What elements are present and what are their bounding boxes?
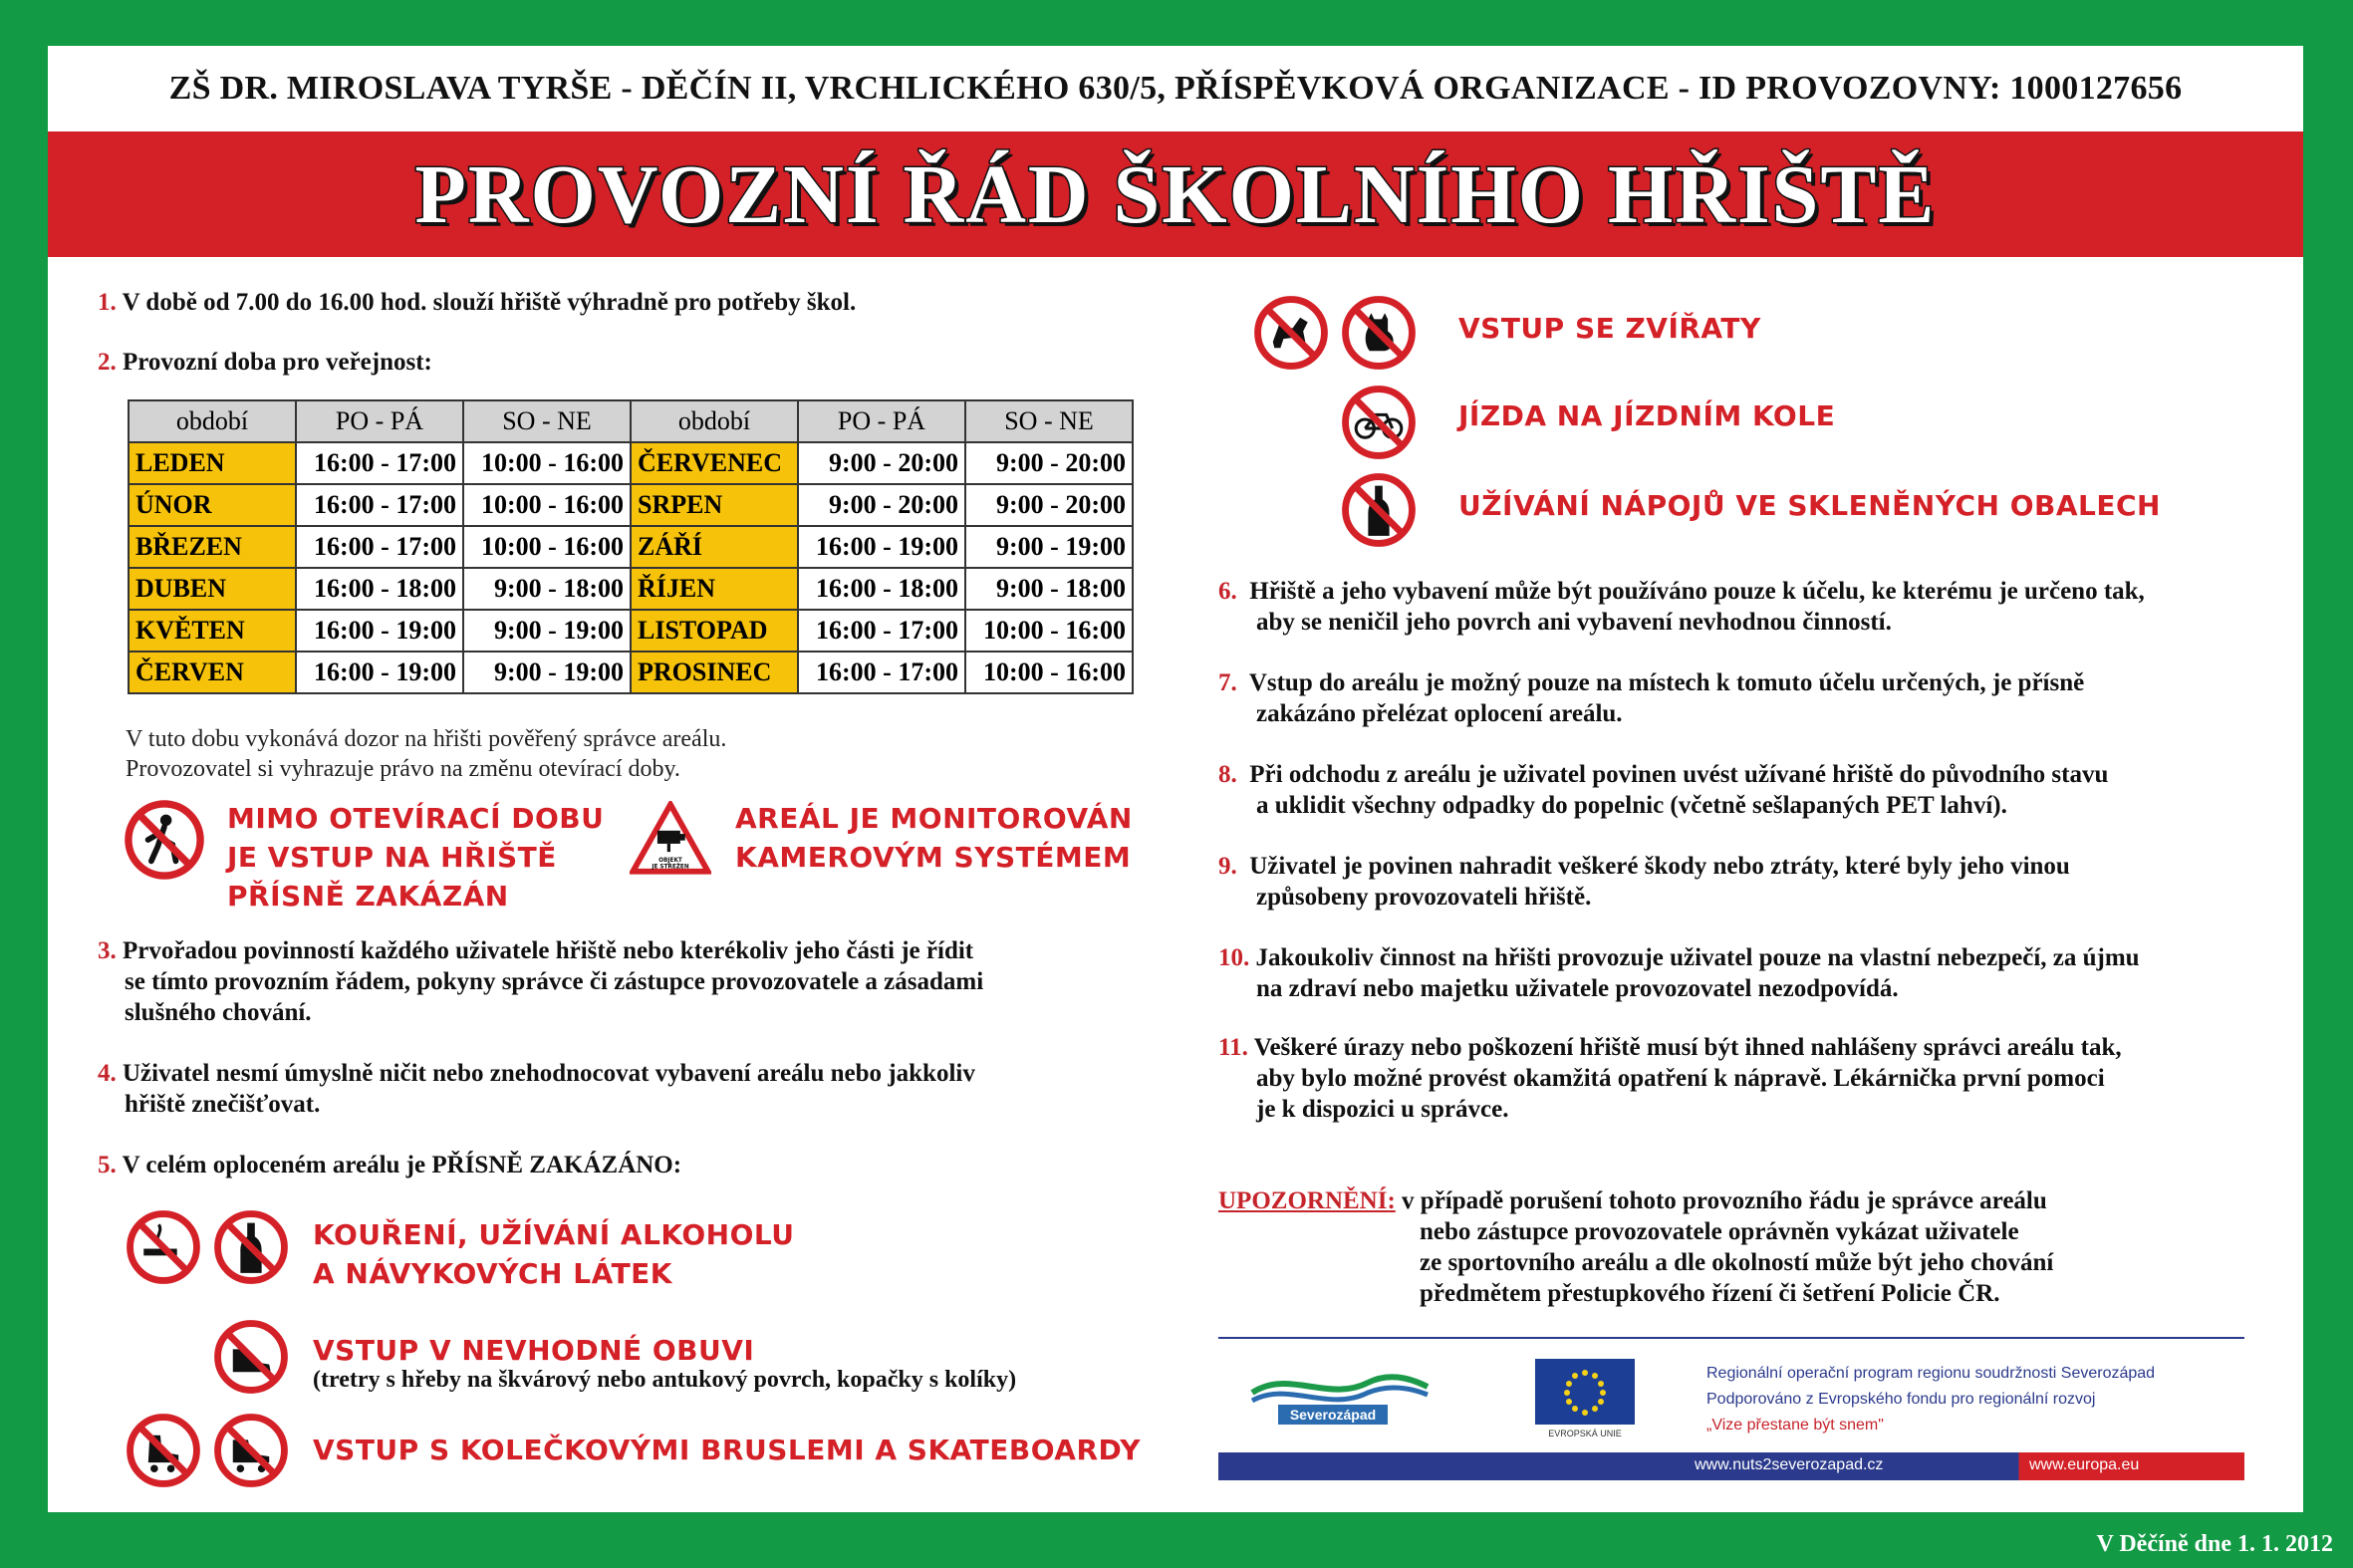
funding-line-2: Podporováno z Evropského fondu pro regionální rozvoj [1706,1391,2096,1408]
col-header: SO - NE [965,400,1133,442]
date-footer: V Děčíně dne 1. 1. 2012 [2096,1531,2333,1557]
closed-warning: MIMO OTEVÍRACÍ DOBU JE VSTUP NA HŘIŠTĚ PŘÍSNĚ ZAKÁZÁN [227,802,605,913]
time-cell: 16:00 - 18:00 [798,568,965,610]
rule-4: 4. Uživatel nesmí úmyslně ničit nebo znehodnocovat vybavení areálu nebo jakkoliv hřiště znečišťovat. [98,1060,975,1118]
table-row [129,484,1133,526]
table-row [129,568,1133,610]
table-row [129,652,1133,693]
camera-warning: AREÁL JE MONITOROVÁN KAMEROVÝM SYSTÉMEM [735,802,1133,874]
no-rollerskates-icon [126,1413,201,1488]
month-cell: ÚNOR [129,484,296,526]
rule-8: 8. Při odchodu z areálu je uživatel povinen uvést užívané hřiště do původního stavu a uklidit všechny odpadky do popelnic (včetně sešlapaných PET lahví). [1218,761,2109,819]
time-cell: 9:00 - 20:00 [965,442,1133,484]
notice: UPOZORNĚNÍ: v případě porušení tohoto provozního řádu je správce areálu nebo zástupce provozovatele oprávněn vykázat uživatele ze sportovního areálu a dle okolností může být jeho chování předmětem přestupkového řízení či šetření Policie ČR. [1218,1187,2054,1307]
website-link[interactable]: www.europa.eu [2029,1456,2140,1473]
month-cell: KVĚTEN [129,610,296,652]
smoking-warning: KOUŘENÍ, UŽÍVÁNÍ ALKOHOLU A NÁVYKOVÝCH LÁTEK [313,1218,795,1290]
schedule-note: V tuto dobu vykonává dozor na hřišti pověřený správce areálu. Provozovatel si vyhrazuje právo na změnu otevírací doby. [126,726,727,782]
rule-1: 1. V době od 7.00 do 16.00 hod. slouží hřiště výhradně pro potřeby škol. [98,289,857,316]
month-cell: ŘÍJEN [631,568,798,610]
website-link[interactable]: www.nuts2severozapad.cz [1695,1456,1884,1473]
month-cell: SRPEN [631,484,798,526]
time-cell: 9:00 - 18:00 [463,568,631,610]
eu-flag-logo [1531,1359,1641,1438]
rule-5: 5. V celém oploceném areálu je PŘÍSNĚ ZAKÁZÁNO: [98,1152,682,1178]
svg-text:Severozápad: Severozápad [1289,1407,1377,1423]
no-smoking-icon [126,1209,201,1285]
page-title: PROVOZNÍ ŘÁD ŠKOLNÍHO HŘIŠTĚ [414,147,1937,241]
funding-bar [1218,1452,2244,1480]
month-cell: ČERVENEC [631,442,798,484]
no-cat-icon [1341,295,1417,371]
time-cell: 10:00 - 16:00 [965,610,1133,652]
shoes-warning: VSTUP V NEVHODNÉ OBUVI [313,1334,755,1367]
glass-warning: UŽÍVÁNÍ NÁPOJŮ VE SKLENĚNÝCH OBALECH [1458,489,2161,522]
bike-warning: JÍZDA NA JÍZDNÍM KOLE [1458,399,1836,432]
schedule-header-row [129,400,1133,442]
col-header: PO - PÁ [296,400,463,442]
rule-2: 2. Provozní doba pro veřejnost: [98,349,432,376]
time-cell: 16:00 - 17:00 [296,484,463,526]
shoes-note: (tretry s hřeby na škvárový nebo antukový povrch, kopačky s kolíky) [313,1367,1017,1393]
notice-label: UPOZORNĚNÍ: [1218,1187,1396,1214]
no-glass-bottle-icon [1341,472,1417,548]
time-cell: 10:00 - 16:00 [463,442,631,484]
month-cell: DUBEN [129,568,296,610]
animals-warning: VSTUP SE ZVÍŘATY [1458,312,1761,345]
no-spiked-shoes-icon [213,1319,289,1395]
time-cell: 9:00 - 19:00 [463,610,631,652]
time-cell: 16:00 - 17:00 [798,610,965,652]
table-row [129,442,1133,484]
time-cell: 9:00 - 20:00 [798,484,965,526]
time-cell: 9:00 - 19:00 [965,526,1133,568]
no-bicycle-icon [1341,385,1417,460]
camera-sign-text: JE STŘEŽEN [652,864,689,871]
title-bar [48,131,2303,257]
time-cell: 9:00 - 19:00 [463,652,631,693]
no-pedestrian-icon [124,799,205,881]
rule-10: 10. Jakoukoliv činnost na hřišti provozuje uživatel pouze na vlastní nebezpečí, za újmu na zdraví nebo majetku uživatele provozovatel nezodpovídá. [1218,944,2140,1002]
schedule-table [128,399,1134,694]
month-cell: ZÁŘÍ [631,526,798,568]
rule-9: 9. Uživatel je povinen nahradit veškeré škody nebo ztráty, které byly jeho vinou způsobeny provozovateli hřiště. [1218,853,2070,911]
rule-7: 7. Vstup do areálu je možný pouze na místech k tomuto účelu určených, je přísně zakázáno přelézat oplocení areálu. [1218,669,2085,727]
no-skateboard-icon [213,1413,289,1488]
rule-6: 6. Hřiště a jeho vybavení může být používáno pouze k účelu, ke kterému je určeno tak, aby se neničil jeho povrch ani vybavení nevhodnou činností. [1218,578,2145,636]
time-cell: 10:00 - 16:00 [965,652,1133,693]
camera-sign-text: OBJEKT [658,857,682,864]
time-cell: 16:00 - 17:00 [296,442,463,484]
month-cell: LEDEN [129,442,296,484]
sign-sheet [48,46,2303,1512]
funding-line-1: Regionální operační program regionu soudržnosti Severozápad [1706,1365,2156,1382]
month-cell: LISTOPAD [631,610,798,652]
time-cell: 9:00 - 20:00 [798,442,965,484]
svg-text:EVROPSKÁ UNIE: EVROPSKÁ UNIE [1548,1429,1622,1438]
school-header: ZŠ DR. MIROSLAVA TYRŠE - DĚČÍN II, VRCHLICKÉHO 630/5, PŘÍSPĚVKOVÁ ORGANIZACE - ID PROVOZOVNY: 1000127656 [168,70,2183,107]
col-header: období [129,400,296,442]
time-cell: 16:00 - 19:00 [296,610,463,652]
time-cell: 10:00 - 16:00 [463,526,631,568]
funding-line-3: „Vize přestane být snem" [1706,1417,1884,1434]
time-cell: 16:00 - 19:00 [296,652,463,693]
funding-panel [1218,1337,2244,1482]
col-header: období [631,400,798,442]
camera-warning-icon [630,801,711,877]
time-cell: 16:00 - 18:00 [296,568,463,610]
table-row [129,526,1133,568]
col-header: SO - NE [463,400,631,442]
time-cell: 9:00 - 18:00 [965,568,1133,610]
time-cell: 16:00 - 19:00 [798,526,965,568]
divider [1218,1337,2244,1339]
table-row [129,610,1133,652]
time-cell: 16:00 - 17:00 [296,526,463,568]
time-cell: 9:00 - 20:00 [965,484,1133,526]
skates-warning: VSTUP S KOLEČKOVÝMI BRUSLEMI A SKATEBOARDY [313,1434,1141,1466]
time-cell: 10:00 - 16:00 [463,484,631,526]
time-cell: 16:00 - 17:00 [798,652,965,693]
month-cell: BŘEZEN [129,526,296,568]
month-cell: ČERVEN [129,652,296,693]
month-cell: PROSINEC [631,652,798,693]
no-alcohol-icon [213,1209,289,1285]
rule-3: 3. Prvořadou povinností každého uživatele hřiště nebo kterékoliv jeho části je řídit se tímto provozním řádem, pokyny správce či zástupce provozovatele a zásadami slušného chování. [98,937,984,1026]
no-dog-icon [1253,295,1329,371]
rule-11: 11. Veškeré úrazy nebo poškození hřiště musí být ihned nahlášeny správci areálu tak, aby bylo možné provést okamžitá opatření k nápravě. Lékárnička první pomoci je k dispozici u správce. [1218,1034,2122,1123]
col-header: PO - PÁ [798,400,965,442]
severozapad-logo [1248,1363,1432,1429]
